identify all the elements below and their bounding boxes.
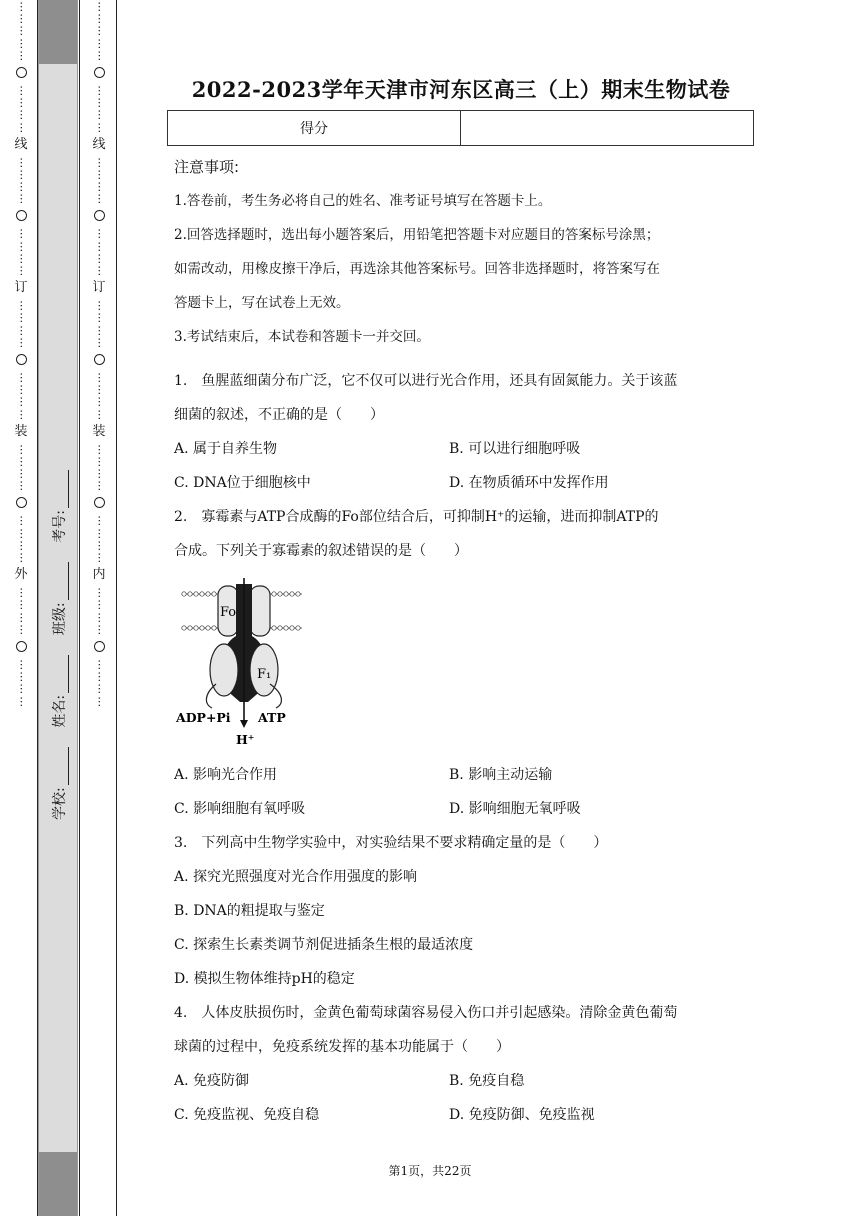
binding-dot: ⋯	[15, 396, 29, 407]
atp-label: ATP	[258, 710, 286, 725]
binding-dot: ⋯	[15, 1, 29, 12]
binding-dot: ⋯	[15, 480, 29, 491]
binding-dot: ⋯	[93, 85, 107, 96]
name-label: 姓名:	[52, 694, 68, 728]
strip-top-cap	[39, 0, 77, 64]
binding-dot: ⋯	[93, 515, 107, 526]
lipid-head	[278, 592, 282, 596]
lipid-head	[296, 592, 300, 596]
binding-char: 线	[92, 136, 106, 152]
lipid-head	[272, 592, 276, 596]
exam-number-field[interactable]	[49, 470, 69, 543]
option-d[interactable]: D. 免疫防御、免疫监视	[449, 1107, 595, 1123]
binding-char: 外	[14, 567, 28, 583]
question-3	[174, 826, 744, 996]
binding-divider-line	[116, 0, 117, 1216]
binding-dot: ⋯	[93, 659, 107, 670]
lipid-head	[284, 626, 288, 630]
binding-dot: ⋯	[15, 408, 29, 419]
class-label: 班级:	[52, 602, 68, 636]
option-d[interactable]: D. 影响细胞无氧呼吸	[449, 801, 581, 817]
adp-label: ADP+Pi	[176, 710, 231, 725]
binding-dot: ⋯	[15, 623, 29, 634]
binding-dot: ⋯	[15, 193, 29, 204]
binding-dot: ⋯	[93, 228, 107, 239]
binding-dot: ⋯	[93, 408, 107, 419]
binding-divider-line	[79, 0, 80, 1216]
notice-line: 3.考试结束后，本试卷和答题卡一并交回。	[174, 329, 430, 345]
binding-dot: ⋯	[93, 193, 107, 204]
lipid-head	[194, 626, 198, 630]
binding-dot: ⋯	[93, 336, 107, 347]
binding-dot: ⋯	[15, 265, 29, 276]
page-title: 2022-2023学年天津市河东区高三（上）期末生物试卷	[191, 77, 731, 102]
binding-dot: ⋯	[15, 228, 29, 239]
binding-char: 内	[92, 567, 106, 583]
name-field[interactable]	[49, 655, 69, 728]
lipid-head	[200, 592, 204, 596]
binding-dot: ⋯	[93, 25, 107, 36]
question-1	[174, 364, 744, 500]
question-stem: 合成。下列关于寡霉素的叙述错误的是（ ）	[174, 543, 468, 559]
lipid-head	[200, 626, 204, 630]
page-footer: 第1页，共22页	[388, 1164, 472, 1178]
binding-dot: ⋯	[93, 300, 107, 311]
binding-dot: ⋯	[93, 455, 107, 466]
lipid-head	[188, 626, 192, 630]
lipid-head	[284, 592, 288, 596]
option-b[interactable]: B. 可以进行细胞呼吸	[449, 441, 581, 457]
option-a[interactable]: A. 属于自养生物	[174, 441, 278, 457]
fo-right-subunit	[250, 586, 270, 636]
binding-dot: ⋯	[15, 443, 29, 454]
question-2	[174, 500, 744, 826]
binding-dot: ⋯	[93, 695, 107, 706]
option-a[interactable]: A. 免疫防御	[174, 1073, 250, 1089]
atp-synthase-diagram	[174, 576, 304, 748]
binding-hole-icon	[94, 210, 105, 221]
binding-dot: ⋯	[15, 324, 29, 335]
lipid-head	[212, 592, 216, 596]
binding-dot: ⋯	[15, 168, 29, 179]
binding-hole-icon	[16, 210, 27, 221]
binding-dot: ⋯	[93, 168, 107, 179]
lipid-head	[296, 626, 300, 630]
binding-dot: ⋯	[93, 611, 107, 622]
binding-dot: ⋯	[15, 539, 29, 550]
lipid-head	[290, 626, 294, 630]
option-a[interactable]: A. 探究光照强度对光合作用强度的影响	[174, 869, 418, 885]
lipid-head	[182, 626, 186, 630]
binding-dot: ⋯	[15, 515, 29, 526]
binding-hole-icon	[16, 497, 27, 508]
lipid-head	[206, 626, 210, 630]
binding-dot: ⋯	[93, 372, 107, 383]
binding-dot: ⋯	[15, 527, 29, 538]
binding-dot: ⋯	[15, 37, 29, 48]
score-table	[167, 110, 754, 146]
binding-dot: ⋯	[15, 468, 29, 479]
binding-dot: ⋯	[15, 109, 29, 120]
proton-label: H⁺	[236, 732, 255, 747]
binding-dot: ⋯	[15, 300, 29, 311]
notice-line: 2.回答选择题时，选出每小题答案后，用铅笔把答题卡对应题目的答案标号涂黑；	[174, 227, 660, 243]
school-field[interactable]	[49, 747, 69, 820]
binding-dot: ⋯	[15, 695, 29, 706]
binding-dot: ⋯	[93, 671, 107, 682]
score-label: 得分	[300, 121, 328, 137]
class-field[interactable]	[49, 562, 69, 635]
binding-hole-icon	[16, 641, 27, 652]
binding-dot: ⋯	[93, 539, 107, 550]
lipid-head	[212, 626, 216, 630]
binding-dot: ⋯	[15, 384, 29, 395]
binding-dot: ⋯	[93, 527, 107, 538]
option-d[interactable]: D. 模拟生物体维持pH的稳定	[174, 971, 355, 987]
binding-dot: ⋯	[93, 683, 107, 694]
binding-dot: ⋯	[93, 121, 107, 132]
lipid-head	[182, 592, 186, 596]
question-stem: 2. 寡霉素与ATP合成酶的Fo部位结合后，可抑制H⁺的运输，进而抑制ATP的	[174, 509, 659, 525]
binding-hole-icon	[94, 641, 105, 652]
binding-char: 装	[92, 423, 106, 439]
exam-content	[174, 150, 744, 1132]
binding-dot: ⋯	[93, 623, 107, 634]
binding-dot: ⋯	[93, 37, 107, 48]
binding-char: 订	[92, 280, 106, 296]
question-stem: 3. 下列高中生物学实验中，对实验结果不要求精确定量的是（ ）	[174, 835, 608, 851]
fo-label: Fo	[220, 605, 237, 620]
binding-dot: ⋯	[15, 587, 29, 598]
binding-dot: ⋯	[15, 240, 29, 251]
lipid-head	[188, 592, 192, 596]
notice-line: 如需改动，用橡皮擦干净后，再选涂其他答案标号。回答非选择题时，将答案写在	[174, 261, 660, 277]
notice-heading: 注意事项:	[174, 158, 240, 176]
binding-dot: ⋯	[15, 252, 29, 263]
score-value[interactable]	[460, 111, 753, 145]
question-stem: 1. 鱼腥蓝细菌分布广泛，它不仅可以进行光合作用，还具有固氮能力。关于该蓝	[174, 373, 678, 389]
binding-dot: ⋯	[93, 13, 107, 24]
binding-dot: ⋯	[15, 49, 29, 60]
binding-dot: ⋯	[15, 611, 29, 622]
exam-number-label: 考号:	[52, 510, 68, 543]
binding-dot: ⋯	[93, 240, 107, 251]
binding-dot: ⋯	[15, 671, 29, 682]
binding-hole-icon	[94, 354, 105, 365]
binding-dot: ⋯	[15, 599, 29, 610]
inner-binding-column	[86, 0, 112, 1216]
binding-dot: ⋯	[15, 336, 29, 347]
option-a[interactable]: A. 影响光合作用	[174, 767, 278, 783]
binding-dot: ⋯	[93, 480, 107, 491]
binding-dot: ⋯	[93, 443, 107, 454]
binding-char: 订	[14, 280, 28, 296]
school-label: 学校:	[52, 787, 68, 820]
lipid-head	[278, 626, 282, 630]
binding-dot: ⋯	[93, 97, 107, 108]
binding-dot: ⋯	[93, 552, 107, 563]
lipid-head	[290, 592, 294, 596]
option-b[interactable]: B. 影响主动运输	[449, 767, 553, 783]
option-c[interactable]: C. DNA位于细胞核中	[174, 475, 311, 491]
binding-dot: ⋯	[93, 587, 107, 598]
arrowhead-icon	[240, 720, 248, 728]
student-info-fields	[45, 470, 73, 820]
binding-dot: ⋯	[15, 85, 29, 96]
binding-dot: ⋯	[15, 97, 29, 108]
notice-line: 1.答卷前，考生务必将自己的姓名、准考证号填写在答题卡上。	[174, 193, 552, 209]
binding-dot: ⋯	[93, 312, 107, 323]
lipid-head	[272, 626, 276, 630]
binding-dot: ⋯	[93, 265, 107, 276]
option-c[interactable]: C. 影响细胞有氧呼吸	[174, 801, 306, 817]
f1-left-lobe	[210, 644, 238, 696]
binding-dot: ⋯	[93, 1, 107, 12]
question-4	[174, 996, 744, 1132]
binding-dot: ⋯	[15, 372, 29, 383]
outer-binding-column	[10, 0, 32, 1216]
option-b[interactable]: B. DNA的粗提取与鉴定	[174, 903, 325, 919]
binding-hole-icon	[16, 67, 27, 78]
binding-dot: ⋯	[15, 552, 29, 563]
binding-dot: ⋯	[15, 181, 29, 192]
binding-dot: ⋯	[93, 384, 107, 395]
binding-hole-icon	[94, 67, 105, 78]
binding-dot: ⋯	[15, 455, 29, 466]
binding-char: 线	[14, 136, 28, 152]
binding-hole-icon	[16, 354, 27, 365]
binding-dot: ⋯	[93, 599, 107, 610]
option-d[interactable]: D. 在物质循环中发挥作用	[449, 475, 609, 491]
binding-dot: ⋯	[15, 659, 29, 670]
binding-dot: ⋯	[15, 25, 29, 36]
option-c[interactable]: C. 探索生长素类调节剂促进插条生根的最适浓度	[174, 937, 474, 953]
option-c[interactable]: C. 免疫监视、免疫自稳	[174, 1107, 320, 1123]
binding-dot: ⋯	[93, 156, 107, 167]
lipid-head	[206, 592, 210, 596]
binding-char: 装	[14, 423, 28, 439]
lipid-head	[194, 592, 198, 596]
binding-dot: ⋯	[93, 49, 107, 60]
question-stem: 4. 人体皮肤损伤时，金黄色葡萄球菌容易侵入伤口并引起感染。清除金黄色葡萄	[174, 1005, 678, 1021]
question-stem: 细菌的叙述，不正确的是（ ）	[174, 407, 384, 423]
binding-dot: ⋯	[15, 683, 29, 694]
binding-dot: ⋯	[15, 13, 29, 24]
binding-dot: ⋯	[15, 121, 29, 132]
binding-dot: ⋯	[15, 312, 29, 323]
binding-dot: ⋯	[93, 181, 107, 192]
binding-dot: ⋯	[93, 109, 107, 120]
notice-line: 答题卡上，写在试卷上无效。	[174, 295, 350, 311]
binding-dot: ⋯	[93, 252, 107, 263]
binding-dot: ⋯	[93, 396, 107, 407]
binding-dot: ⋯	[93, 324, 107, 335]
f1-label: F₁	[257, 667, 272, 682]
option-b[interactable]: B. 免疫自稳	[449, 1073, 525, 1089]
binding-hole-icon	[94, 497, 105, 508]
binding-dot: ⋯	[15, 156, 29, 167]
question-stem: 球菌的过程中，免疫系统发挥的基本功能属于（ ）	[174, 1039, 510, 1055]
binding-dot: ⋯	[93, 468, 107, 479]
